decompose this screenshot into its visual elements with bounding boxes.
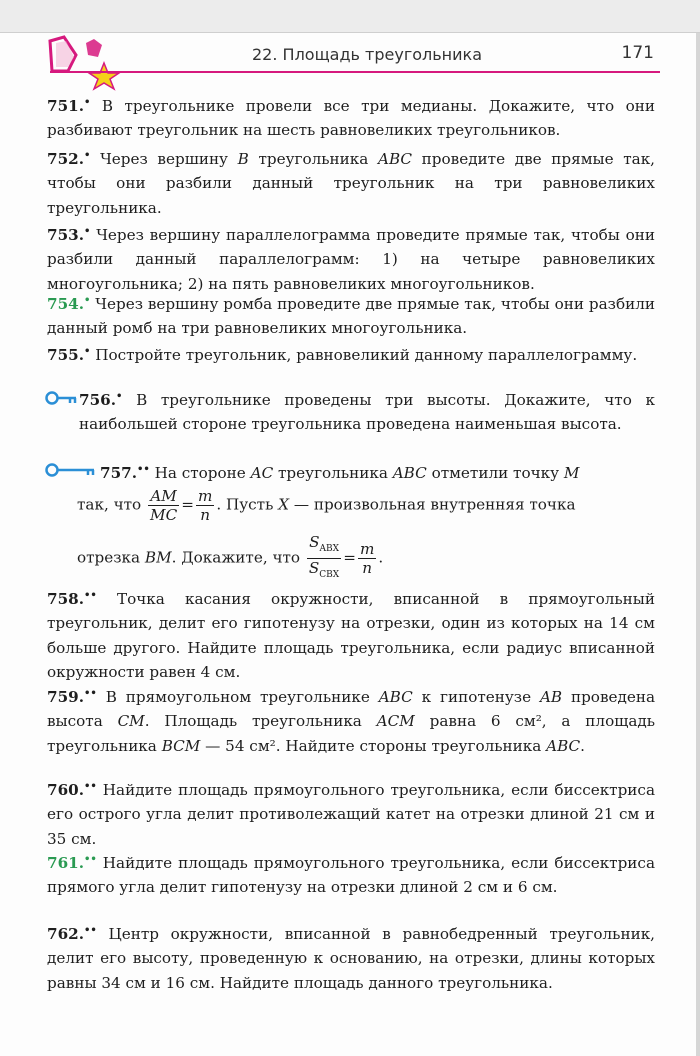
math-var: ACM [376,712,415,731]
text-part: проведите две прямые так, чтобы они разбили данный треугольник на три равновеликих треугольника. [47,150,656,217]
problem-number: 752. [47,150,84,169]
problem-number: 756. [79,391,116,410]
fraction-numerator: m [359,540,375,559]
problem-text: Центр окружности, вписанной в равнобедренный треугольник, делит его высоту, проведенную к основанию, на отрезки, длины которых равны 34 см и 16 см. Найдите площадь данного треугольника. [47,925,656,992]
math-var: X [278,495,289,514]
problem-text: В треугольнике проведены три высоты. Докажите, что к наибольшей стороне треугольника проведена наименьшая высота. [79,391,656,434]
page-header-title: 22. Площадь треугольника [252,45,482,64]
equals-sign: = [181,495,194,514]
problem-text: Через вершину ромба проведите две прямые так, чтобы они разбили данный ромб на три равновеликих многоугольника. [47,295,655,338]
problem-number: 754. [47,295,84,314]
subscript: ABX [319,544,340,555]
math-var: B [237,150,249,169]
problem-number: 755. [47,346,84,365]
problem-760 [47,775,655,851]
text-part: — 54 см². Найдите стороны треугольника [200,736,547,755]
fraction-area-ratio [307,533,341,584]
viewer-top-bar [0,0,700,33]
fraction-numerator [307,533,341,558]
problem-text: Точка касания окружности, вписанной в прямоугольный треугольник, делит его гипотенузу на отрезки, один из которых на 14 см больше другого. Найдите площадь треугольника, если радиус вписанной окружности равен 4 см. [47,590,655,681]
difficulty-mark: • [84,226,91,237]
problem-number: 757. [100,464,137,483]
math-var: S [309,533,320,551]
math-var: AB [539,688,563,707]
text-part: треугольника [248,150,378,169]
fraction-denominator: n [358,558,376,577]
problem-759 [47,682,655,758]
page-number: 171 [621,43,654,63]
text-part: . Пусть [216,495,279,514]
subscript: CBX [319,570,340,581]
math-var: S [308,559,320,578]
problem-number: 751. [47,97,84,116]
header-rule [50,71,660,73]
fraction-numerator: m [197,487,213,505]
math-var: ABC [546,736,581,755]
problem-text: Найдите площадь прямоугольного треугольника, если биссектриса прямого угла делит гипотенузу на отрезки длиной 2 см и 6 см. [47,854,655,897]
math-var: ABC [392,464,427,483]
problem-text: Найдите площадь прямоугольного треугольника, если биссектриса его острого угла делит противолежащий катет на отрезки длиной 21 см и 35 см. [47,781,655,848]
math-var: AC [250,464,274,483]
difficulty-mark: •• [84,781,97,792]
math-var: ABC [378,688,413,707]
math-var: CM [117,712,145,731]
text-part: В прямоугольном треугольнике [105,688,379,707]
equals-sign: = [343,548,356,567]
math-var: ABC [378,150,413,169]
difficulty-mark: • [84,97,91,108]
problem-number: 753. [47,226,84,245]
difficulty-mark: •• [84,854,97,865]
problem-762 [47,919,655,995]
key-icon [44,462,96,478]
problem-751 [47,91,655,143]
problem-757-line-2 [77,487,655,524]
math-var: BCM [161,736,201,755]
text-part: На стороне [154,464,251,483]
problem-756 [79,385,655,437]
problem-text: Через вершину параллелограмма проведите прямые так, чтобы они разбили данный параллелограмм: 1) на четыре равновеликих многоугольника; 2) на пять равновеликих многоугольников. [47,226,655,293]
book-page [0,33,700,1056]
difficulty-mark: •• [84,688,97,699]
text-part: . [378,548,384,567]
text-part: проведена высота [47,688,656,731]
fraction-m-n [358,540,376,577]
difficulty-mark: • [84,346,91,357]
problem-752 [47,144,655,220]
problem-755 [47,340,655,367]
chapter-star-logo-icon [46,35,126,91]
text-part: треугольника [273,464,393,483]
text-part: . [580,736,585,755]
problem-758 [47,584,655,684]
fraction-denominator [307,558,341,584]
problem-757-line-3 [77,533,655,584]
problem-text: Постройте треугольник, равновеликий данному параллелограмму. [95,346,638,365]
text-part: отметили точку [426,464,564,483]
problem-753 [47,220,655,296]
problem-text: В треугольнике провели все три медианы. Докажите, что они разбивают треугольник на шесть равновеликих треугольников. [47,97,655,140]
difficulty-mark: • [116,391,123,402]
text-part: — произвольная внутренняя точка [289,495,576,514]
problem-number: 760. [47,781,84,800]
text-part: равна 6 см², а площадь треугольника [47,712,656,755]
problem-757-line-1 [100,458,655,485]
fraction-m-n [196,487,214,524]
fraction-denominator: MC [150,506,178,524]
text-part: так, что [77,495,147,514]
problem-number: 758. [47,590,84,609]
problem-number: 761. [47,854,84,873]
text-part: . Площадь треугольника [144,712,377,731]
text-part: . Докажите, что [171,548,305,567]
difficulty-mark: •• [84,925,97,936]
key-icon [44,390,78,406]
fraction-denominator: n [196,505,214,524]
problem-754 [47,289,655,341]
text-part: к гипотенузе [412,688,540,707]
problem-number: 759. [47,688,84,707]
text-part: Через вершину [100,150,238,169]
fraction-am-mc [148,487,179,524]
problem-number: 762. [47,925,84,944]
difficulty-mark: •• [84,590,97,601]
text-part: отрезка [77,548,145,567]
fraction-numerator: AM [150,487,177,505]
math-var: M [563,464,580,483]
difficulty-mark: • [84,150,91,161]
math-var: BM [144,548,172,567]
difficulty-mark: • [84,295,91,306]
difficulty-mark: •• [137,464,150,475]
problem-761 [47,848,655,900]
